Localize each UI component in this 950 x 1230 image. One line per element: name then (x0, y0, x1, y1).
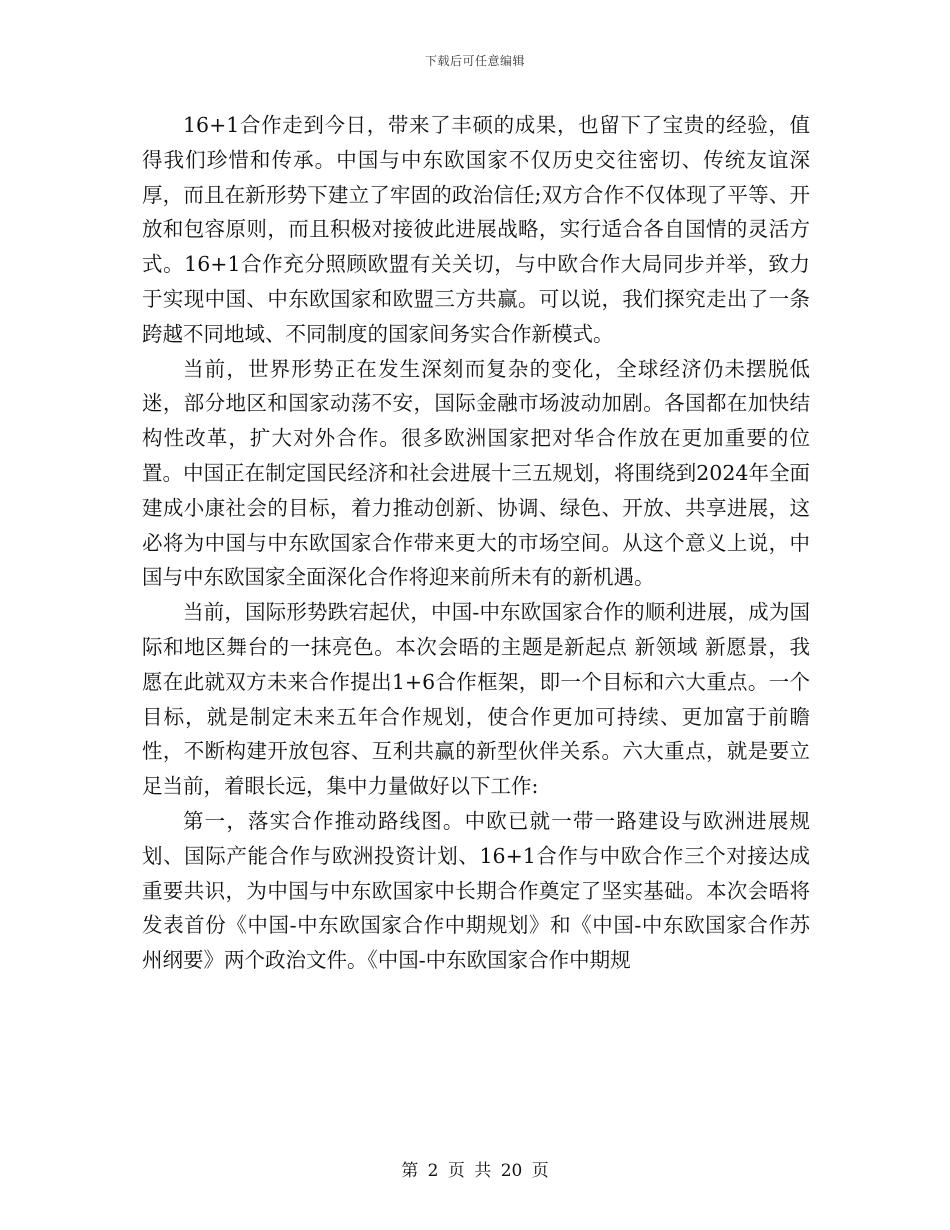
paragraph-4: 第一，落实合作推动路线图。中欧已就一带一路建设与欧洲进展规划、国际产能合作与欧洲投资计划、16+1合作与中欧合作三个对接达成重要共识，为中国与中东欧国家中长期合作奠定了坚实基础。本次会晤将发表首份《中国-中东欧国家合作中期规划》和《中国-中东欧国家合作苏州纲要》两个政治文件。《中国-中东欧国家合作中期规 (142, 808, 810, 973)
paragraph-1: 16+1合作走到今日，带来了丰硕的成果，也留下了宝贵的经验，值得我们珍惜和传承。中国与中东欧国家不仅历史交往密切、传统友谊深厚，而且在新形势下建立了牢固的政治信任;双方合作不仅体现了平等、开放和包容原则，而且积极对接彼此进展战略，实行适合各自国情的灵活方式。16+1合作充分照顾欧盟有关关切，与中欧合作大局同步并举，致力于实现中国、中东欧国家和欧盟三方共赢。可以说，我们探究走出了一条跨越不同地域、不同制度的国家间务实合作新模式。 (142, 113, 810, 346)
paragraph-2: 当前，世界形势正在发生深刻而复杂的变化，全球经济仍未摆脱低迷，部分地区和国家动荡不安，国际金融市场波动加剧。各国都在加快结构性改革，扩大对外合作。很多欧洲国家把对华合作放在更加重要的位置。中国正在制定国民经济和社会进展十三五规划，将围绕到2024年全面建成小康社会的目标，着力推动创新、协调、绿色、开放、共享进展，这必将为中国与中东欧国家合作带来更大的市场空间。从这个意义上说，中国与中东欧国家全面深化合作将迎来前所未有的新机遇。 (142, 356, 810, 590)
paragraph-3: 当前，国际形势跌宕起伏，中国-中东欧国家合作的顺利进展，成为国际和地区舞台的一抹亮色。本次会晤的主题是新起点 新领域 新愿景，我愿在此就双方未来合作提出1+6合作框架，即一个目标和六大重点。一个目标，就是制定未来五年合作规划，使合作更加可持续、更加富于前瞻性，不断构建开放包容、互利共赢的新型伙伴关系。六大重点，就是要立足当前，着眼长远，集中力量做好以下工作: (142, 600, 810, 799)
document-body (142, 108, 810, 978)
page-footer: 第 2 页 共 20 页 (401, 1161, 549, 1181)
page-header: 下载后可任意编辑 (424, 54, 525, 68)
